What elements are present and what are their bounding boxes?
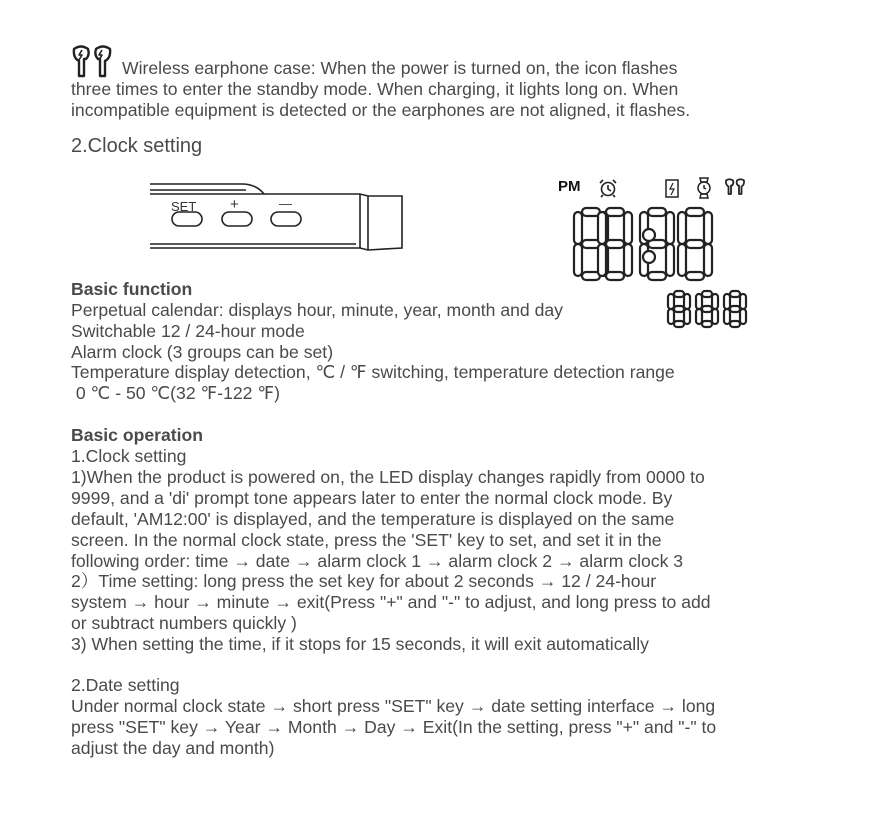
lcd-segment-small-0 <box>684 309 690 324</box>
lcd-segment-small-2 <box>740 309 746 324</box>
lcd-segment-big-0 <box>574 244 582 276</box>
basic-operation-line: 1.Clock setting <box>71 446 187 466</box>
basic-function-line: Temperature display detection, ℃ / ℉ switching, temperature detection range <box>71 362 675 382</box>
lcd-segment-big-3 <box>704 244 712 276</box>
lcd-segment-small-2 <box>730 306 740 312</box>
basic-function-line: Perpetual calendar: displays hour, minute, year, month and day <box>71 300 563 320</box>
lcd-segment-small-0 <box>668 294 674 309</box>
basic-operation-line: system → hour → minute → exit(Press "+" and "-" to adjust, and long press to add <box>71 592 711 612</box>
lcd-segment-small-2 <box>740 294 746 309</box>
basic-function-line: Switchable 12 / 24-hour mode <box>71 321 305 341</box>
earphone-icon <box>70 45 114 79</box>
lcd-segment-small-1 <box>702 291 712 297</box>
lcd-segment-small-2 <box>730 291 740 297</box>
lcd-segment-small-1 <box>712 309 718 324</box>
date-setting-line: Under normal clock state → short press "SET" key → date setting interface → long <box>71 696 716 716</box>
basic-operation-line: screen. In the normal clock state, press the 'SET' key to set, and set it in the <box>71 530 662 550</box>
lcd-segment-big-2 <box>666 212 674 244</box>
lcd-segment-small-1 <box>712 294 718 309</box>
lcd-segment-big-2 <box>666 244 674 276</box>
lcd-segment-big-3 <box>686 208 704 216</box>
section-title: 2.Clock setting <box>71 135 203 157</box>
lcd-segment-big-1 <box>606 240 624 248</box>
lcd-segment-big-3 <box>704 212 712 244</box>
basic-operation-line: 2）Time setting: long press the set key for about 2 seconds → 12 / 24-hour <box>71 571 657 591</box>
lcd-segment-big-3 <box>686 240 704 248</box>
date-setting-title: 2.Date setting <box>71 675 180 695</box>
plus-key-label: + <box>230 196 239 213</box>
lcd-segment-small-0 <box>674 306 684 312</box>
lcd-segment-small-2 <box>724 294 730 309</box>
basic-function-line: 0 ℃ - 50 ℃(32 ℉-122 ℉) <box>71 383 280 403</box>
lcd-segment-small-0 <box>684 294 690 309</box>
basic-operation-line: 1)When the product is powered on, the LED display changes rapidly from 0000 to <box>71 467 705 487</box>
basic-operation-line: default, 'AM12:00' is displayed, and the temperature is displayed on the same <box>71 509 675 529</box>
earphone-icon <box>724 177 746 197</box>
lcd-colon-dot <box>643 251 655 263</box>
watch-icon <box>696 177 712 199</box>
pm-indicator: PM <box>558 178 581 195</box>
lcd-segment-big-0 <box>574 212 582 244</box>
lcd-segment-small-1 <box>702 321 712 327</box>
basic-operation-line: 9999, and a 'di' prompt tone appears later to enter the normal clock mode. By <box>71 488 673 508</box>
lcd-segment-small-0 <box>674 291 684 297</box>
lcd-segment-small-1 <box>702 306 712 312</box>
intro-line-1: Wireless earphone case: When the power is turned on, the icon flashes <box>122 58 678 78</box>
basic-function-line: Alarm clock (3 groups can be set) <box>71 342 334 362</box>
lcd-segment-small-2 <box>724 309 730 324</box>
date-setting-line: press "SET" key → Year → Month → Day → Exit(In the setting, press "+" and "-" to <box>71 717 717 737</box>
lcd-segment-small-0 <box>674 321 684 327</box>
battery-charge-icon <box>665 178 679 198</box>
lcd-segment-big-1 <box>598 212 606 244</box>
date-setting-line: adjust the day and month) <box>71 738 275 758</box>
set-key-label: SET <box>171 199 197 214</box>
intro-line-2: three times to enter the standby mode. When charging, it lights long on. When <box>71 79 679 99</box>
basic-operation-title: Basic operation <box>71 425 203 445</box>
lcd-segment-big-1 <box>598 244 606 276</box>
alarm-clock-icon <box>598 178 618 198</box>
minus-key-label: — <box>279 196 292 211</box>
lcd-segment-big-2 <box>648 208 666 216</box>
lcd-segment-big-1 <box>606 272 624 280</box>
lcd-segment-small-2 <box>730 321 740 327</box>
basic-operation-line: or subtract numbers quickly ) <box>71 613 297 633</box>
lcd-segment-big-3 <box>678 212 686 244</box>
basic-operation-line: 3) When setting the time, if it stops for 15 seconds, it will exit automatically <box>71 634 649 654</box>
lcd-segment-small-0 <box>668 309 674 324</box>
lcd-segment-small-1 <box>696 309 702 324</box>
basic-function-title: Basic function <box>71 279 193 299</box>
lcd-colon-dot <box>643 229 655 241</box>
lcd-segment-small-1 <box>696 294 702 309</box>
lcd-segment-big-3 <box>678 244 686 276</box>
lcd-segment-big-1 <box>624 244 632 276</box>
device-illustration <box>150 180 410 252</box>
lcd-time-display <box>572 205 754 331</box>
intro-line-3: incompatible equipment is detected or the earphones are not aligned, it flashes. <box>71 100 691 120</box>
lcd-segment-big-2 <box>648 272 666 280</box>
lcd-segment-big-1 <box>606 208 624 216</box>
lcd-segment-big-1 <box>624 212 632 244</box>
lcd-segment-big-3 <box>686 272 704 280</box>
basic-operation-line: following order: time → date → alarm clock 1 → alarm clock 2 → alarm clock 3 <box>71 551 684 571</box>
